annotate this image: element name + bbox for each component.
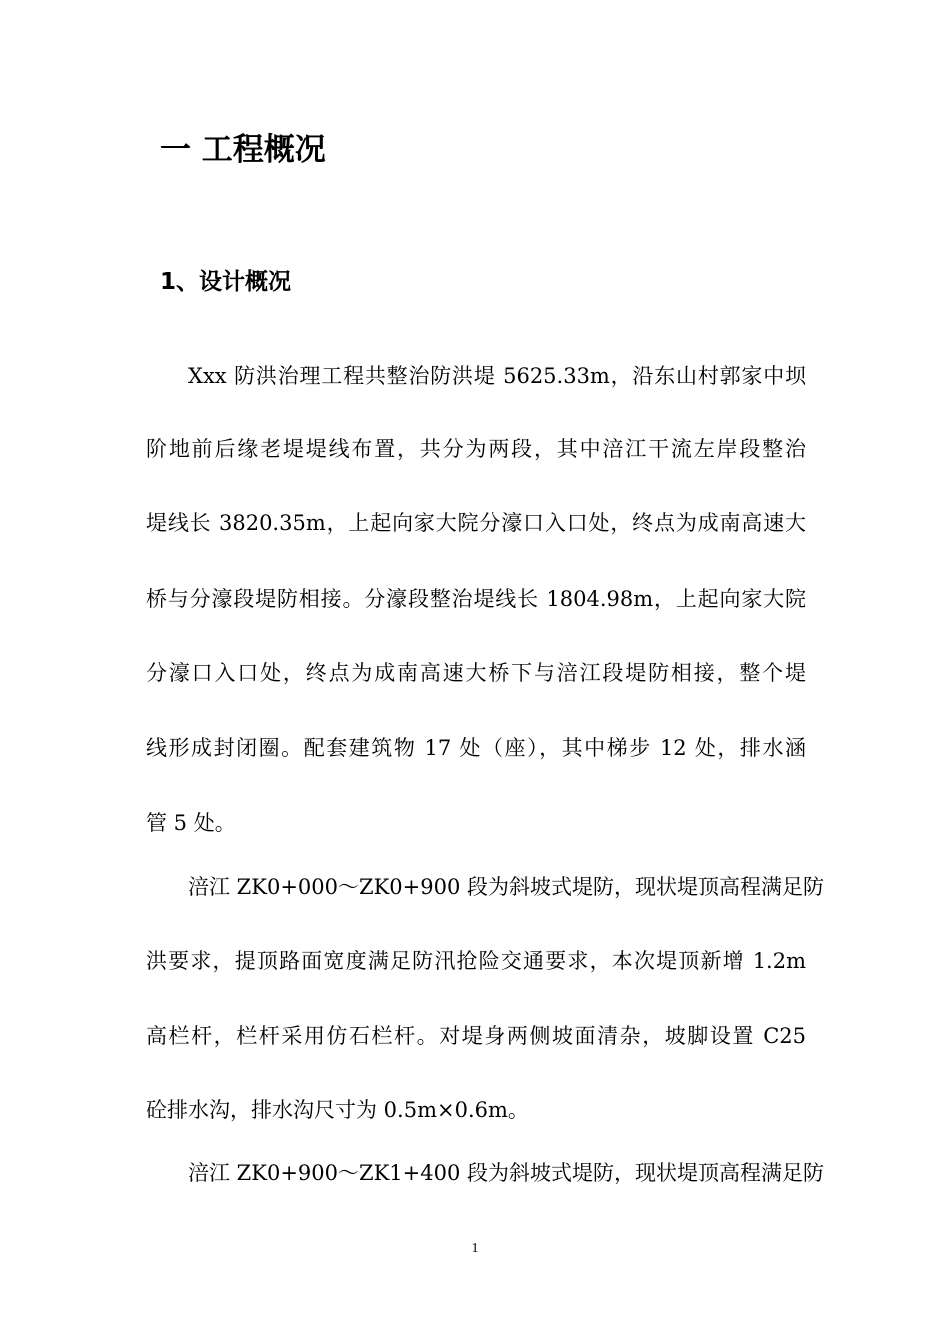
text-line: 桥与分濠段堤防相接。分濠段整治堤线长 1804.98m，上起向家大院	[146, 587, 806, 611]
text-line: 高栏杆，栏杆采用仿石栏杆。对堤身两侧坡面清杂，坡脚设置 C25	[146, 1024, 806, 1048]
text-line: 分濠口入口处，终点为成南高速大桥下与涪江段堤防相接，整个堤	[146, 661, 806, 685]
text-line: Xxx 防洪治理工程共整治防洪堤 5625.33m，沿东山村郭家中坝	[188, 364, 806, 388]
page-number: 1	[471, 1241, 479, 1256]
text-line: 涪江 ZK0+000～ZK0+900 段为斜坡式堤防，现状堤顶高程满足防	[188, 875, 824, 899]
section-heading: 一 工程概况	[160, 132, 326, 168]
text-line: 堤线长 3820.35m，上起向家大院分濠口入口处，终点为成南高速大	[146, 511, 806, 535]
text-line: 砼排水沟，排水沟尺寸为 0.5m×0.6m。	[146, 1098, 529, 1122]
text-line: 管 5 处。	[146, 811, 236, 835]
text-line: 阶地前后缘老堤堤线布置，共分为两段，其中涪江干流左岸段整治	[146, 437, 806, 461]
subsection-heading: 1、设计概况	[160, 269, 292, 295]
text-line: 涪江 ZK0+900～ZK1+400 段为斜坡式堤防，现状堤顶高程满足防	[188, 1161, 824, 1185]
text-line: 洪要求，提顶路面宽度满足防汛抢险交通要求，本次堤顶新增 1.2m	[146, 949, 806, 973]
text-line: 线形成封闭圈。配套建筑物 17 处（座），其中梯步 12 处，排水涵	[146, 736, 806, 760]
